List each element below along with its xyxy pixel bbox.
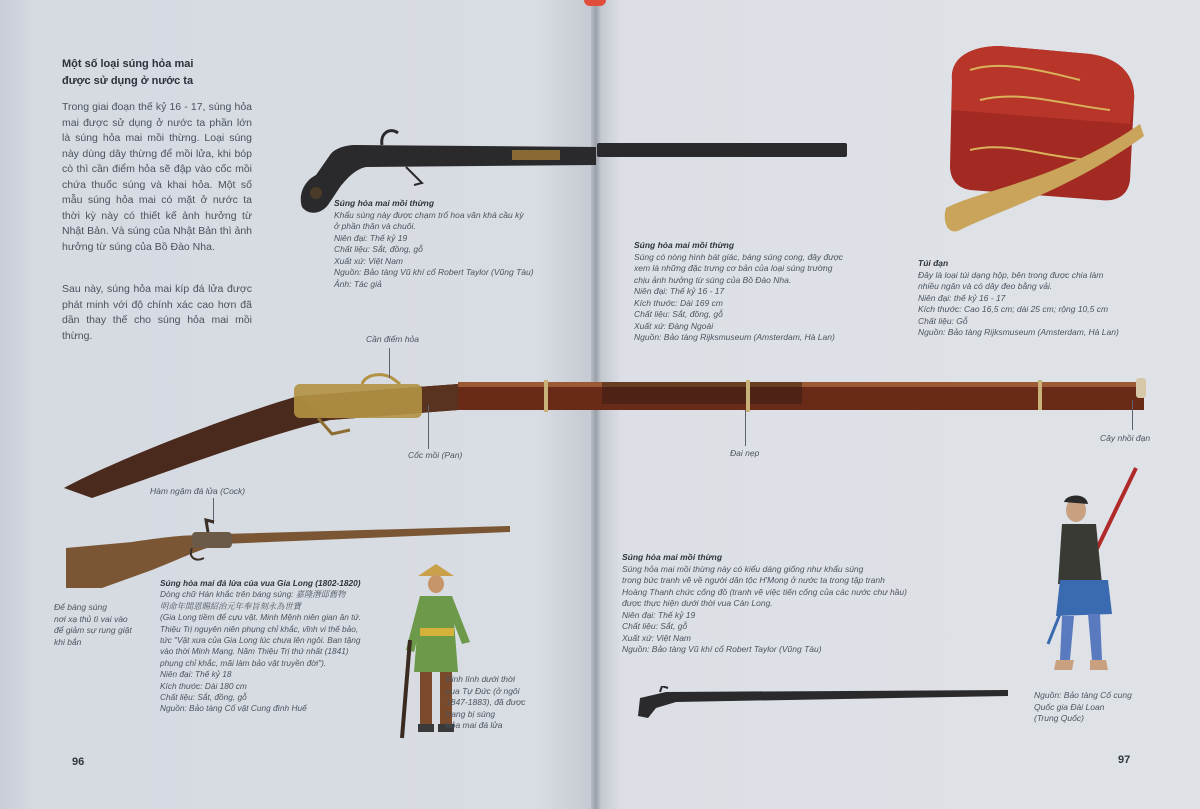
intro-paragraph: Trong giai đoạn thế kỷ 16 - 17, súng hỏa mai được sử dụng ở nước ta phần lớn là súng hỏa mai mồi thừng. Loại súng này dùng dây thừng để mồi lửa, khi bóp cò thì cần điểm hỏa sẽ đập vào cốc mồi chứa thuốc súng và khai hỏa. Một số mẫu súng hỏa mai có mặt ở nước ta thời kỳ này có thiết kế ảnh hưởng từ Nhật Bản. Và súng của Nhật Bản thì ảnh hưởng từ súng của Bồ Đào Nha.	[62, 101, 252, 253]
caption-line: vào thời Minh Mạng. Năm Thiệu Trị thứ nhất (1841)	[160, 646, 349, 657]
callout-line: nơi xạ thủ tì vai vào	[54, 613, 128, 624]
caption-line: Đây là loại túi dạng hộp, bên trong được chia làm	[918, 269, 1104, 280]
caption-line: Niên đại: Thế kỷ 19	[334, 232, 408, 243]
caption-line: 明命年間恩賜紹治元年奉旨刻永為世寶	[160, 600, 302, 611]
caption-line: Khẩu súng này được chạm trổ hoa văn khá cầu kỳ	[334, 209, 524, 220]
caption-line: Chất liệu: Gỗ	[918, 315, 968, 326]
second-paragraph: Sau này, súng hỏa mai kíp đá lửa được phát minh với độ chính xác cao hơn đã dần thay thế cho súng hỏa mai mồi thừng.	[62, 283, 252, 342]
caption-line: tức "Vật xưa của Gia Long lúc chưa lên ngôi. Ban tặng	[160, 635, 361, 646]
callout-leader-line	[745, 410, 746, 446]
caption-line: Chất liệu: Sắt, đồng, gỗ	[160, 692, 247, 703]
callout-leader-line	[1132, 400, 1133, 430]
callout-ramrod: Cây nhồi đạn	[1100, 433, 1151, 443]
caption-line: Xuất xứ: Việt Nam	[334, 255, 404, 266]
callout-stock	[54, 602, 132, 648]
caption-line: Niên đại: thế kỷ 16 - 17	[918, 292, 1006, 303]
caption-line: Xuất xứ: Việt Nam	[622, 632, 692, 643]
caption-line: 1847-1883), đã được	[446, 697, 526, 707]
caption-line: (Gia Long tiềm để cựu vật. Minh Mệnh niên gian ân tứ.	[160, 612, 361, 623]
caption-title: Túi đạn	[918, 258, 949, 268]
caption-line: Kích thước: Dài 180 cm	[160, 680, 247, 691]
caption-title: Súng hỏa mai mồi thừng	[622, 552, 723, 562]
caption-matchlock-1	[334, 198, 534, 290]
caption-line: trong bức tranh vẽ về người dân tộc H'Mong ở nước ta trong tập tranh	[622, 575, 885, 585]
caption-title: Súng hỏa mai đá lửa của vua Gia Long (1802-1820)	[160, 578, 361, 588]
caption-line: Kích thước: Dài 169 cm	[634, 297, 723, 308]
caption-line: Thiệu Trị nguyên niên phụng chỉ khắc, vĩnh vi thế bảo,	[160, 623, 359, 634]
caption-line: Dòng chữ Hán khắc trên báng súng: 嘉隆潛邸舊物	[160, 589, 346, 600]
caption-line: Súng có nòng hình bát giác, báng súng cong, đây được	[634, 251, 844, 262]
page-corner-tab	[584, 0, 606, 6]
callout-line: Để báng súng	[54, 602, 107, 612]
caption-line: Quốc gia Đài Loan	[1034, 701, 1105, 712]
callout-barrel-band: Đai nẹp	[730, 448, 760, 458]
matchlock-gun-3-image	[636, 686, 1010, 722]
callout-flint-hammer: Hàm ngậm đá lửa (Cock)	[150, 486, 246, 496]
caption-line: xem là những đặc trưng cơ bản của loại súng trường	[634, 263, 833, 273]
caption-matchlock-3	[622, 552, 907, 656]
caption-line: vua Tự Đức (ở ngôi	[446, 685, 520, 696]
ammo-pouch-image	[940, 40, 1150, 240]
hmong-man-painting	[1038, 464, 1144, 676]
caption-line: ở phần thân và chuôi.	[334, 221, 416, 231]
page-number-right: 97	[1118, 754, 1131, 766]
heading-line: được sử dụng ở nước ta	[62, 75, 194, 87]
callout-line: để giảm sự rung giật	[54, 625, 132, 635]
caption-line: Hoàng Thanh chức cống đồ (tranh vẽ việc tiến cống của các nước chư hầu)	[622, 586, 907, 597]
caption-line: Niên đại: Thế kỷ 19	[622, 609, 696, 620]
caption-painting-source	[1034, 690, 1132, 725]
caption-title: Súng hỏa mai mồi thừng	[334, 198, 435, 208]
caption-line: được thực hiện dưới thời vua Càn Long.	[622, 598, 773, 608]
caption-line: Nguồn: Bảo tàng Vũ khí cổ Robert Taylor (Vũng Tàu)	[622, 644, 822, 654]
caption-line: Nguồn: Bảo tàng Cố cung	[1034, 690, 1132, 700]
matchlock-gun-main-image	[62, 370, 1151, 502]
caption-line: Xuất xứ: Đàng Ngoài	[634, 320, 714, 331]
section-heading	[62, 56, 262, 90]
caption-line: Kích thước: Cao 16,5 cm; dài 25 cm; rộng 10,5 cm	[918, 304, 1109, 314]
caption-line: Binh lính dưới thời	[446, 674, 516, 684]
matchlock-gun-1-barrel	[597, 143, 847, 157]
caption-line: phụng chỉ khắc, mãi làm bảo vật truyền đời").	[160, 657, 327, 668]
caption-line: Chất liệu: Sắt, đồng, gỗ	[334, 244, 423, 254]
caption-line: nhiều ngăn và có dây đeo bằng vải.	[918, 281, 1053, 291]
callout-priming-pan: Cốc mồi (Pan)	[408, 450, 463, 460]
caption-soldier	[446, 674, 526, 732]
heading-line: Một số loại súng hỏa mai	[62, 58, 194, 70]
caption-line: Nguồn: Bảo tàng Cổ vật Cung đình Huế	[160, 703, 307, 714]
page-number-left: 96	[72, 756, 85, 768]
caption-line: chịu ảnh hưởng từ súng của Bồ Đào Nha.	[634, 274, 792, 285]
caption-line: Niên đại: Thế kỷ 18	[160, 669, 232, 680]
caption-title: Súng hỏa mai mồi thừng	[634, 240, 735, 250]
caption-ammo-pouch	[918, 258, 1119, 339]
callout-line: khi bắn	[54, 636, 82, 647]
callout-leader-line	[428, 405, 429, 449]
caption-line: trang bị súng	[446, 708, 496, 719]
caption-line: Nguồn: Bảo tàng Rijksmuseum (Amsterdam, Hà Lan)	[634, 332, 835, 342]
callout-matchlock-lever: Cần điểm hỏa	[366, 334, 419, 344]
caption-flintlock	[160, 578, 361, 715]
caption-line: (Trung Quốc)	[1034, 713, 1084, 723]
caption-line: Ảnh: Tác giả	[334, 278, 382, 289]
caption-line: Chất liệu: Sắt, gỗ	[622, 621, 688, 631]
caption-line: Súng hỏa mai mồi thừng này có kiểu dáng giống như khẩu súng	[622, 563, 864, 574]
caption-matchlock-2	[634, 240, 843, 344]
callout-leader-line	[389, 348, 390, 378]
caption-line: Nguồn: Bảo tàng Vũ khí cổ Robert Taylor (Vũng Tàu)	[334, 267, 534, 277]
caption-line: Nguồn: Bảo tàng Rijksmuseum (Amsterdam, Hà Lan)	[918, 327, 1119, 337]
caption-line: Niên đại: Thế kỷ 16 - 17	[634, 286, 725, 296]
caption-line: hỏa mai đá lửa	[446, 720, 503, 730]
caption-line: Chất liệu: Sắt, đồng, gỗ	[634, 309, 723, 319]
